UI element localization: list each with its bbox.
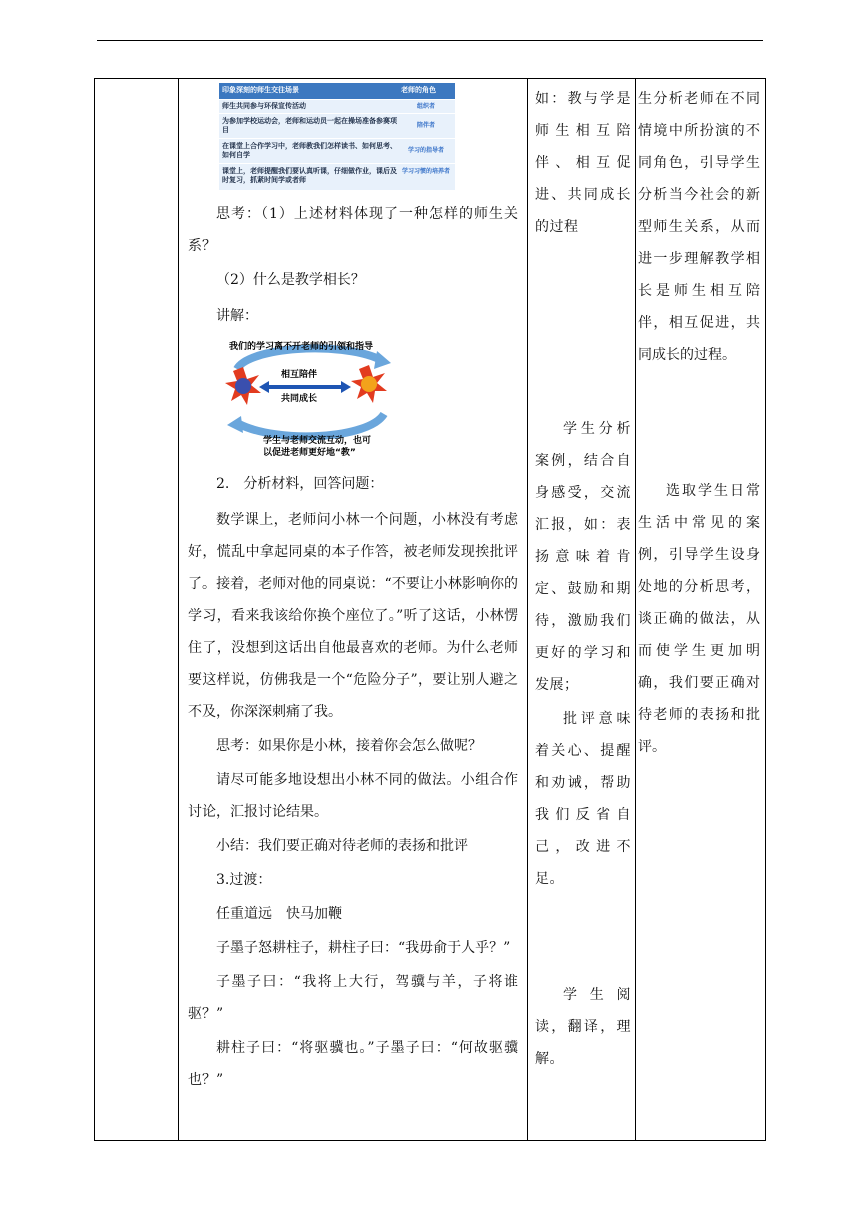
diagram-lower-label: 共同成长 xyxy=(281,394,318,404)
dialog-line-1: 子墨子怒耕柱子，耕柱子曰：“我毋俞于人乎？” xyxy=(216,940,511,956)
design-text-1: 生分析老师在不同情境中所扮演的不同角色，引导学生分析当今社会的新型师生关系，从而进一步理解教学相长是师生相互陪伴，相互促进，共同成长的过程。 xyxy=(638,91,760,363)
roles-table-image xyxy=(219,83,455,190)
think-question-1: 思考：（1）上述材料体现了一种怎样的师生关系？ xyxy=(188,206,518,254)
roles-table-header xyxy=(219,83,455,99)
column-divider xyxy=(527,79,528,1140)
design-text-2: 选取学生日常生活中常见的案例，引导学生设身处地的分析思考，谈正确的做法，从而使学生更加明确，我们要正确对待老师的表扬和批评。 xyxy=(638,483,760,755)
diagram-bottom-text-2: 以促进老师更好地“教” xyxy=(263,448,356,458)
diagram-bottom-text-1: 学生与老师交流互动，也可 xyxy=(263,436,372,446)
column-divider xyxy=(635,79,636,1140)
think-question-2: （2）什么是教学相长？ xyxy=(216,272,365,288)
diagram-top-text: 我们的学习离不开老师的引领和指导 xyxy=(229,342,374,352)
think-question-3: 思考：如果你是小林，接着你会怎么做呢？ xyxy=(216,738,482,754)
roles-row xyxy=(219,99,455,114)
lecture-label: 讲解： xyxy=(216,308,258,324)
roles-scene: 课堂上，老师提醒我们要认真听课，仔细做作业，课后及时复习，抓紧时间学或者师 xyxy=(222,167,397,184)
student-text-4: 学生阅读，翻译，理解。 xyxy=(535,987,631,1067)
roles-row xyxy=(219,138,455,164)
student-text-1: 如：教与学是师生相互陪伴、相互促进、共同成长的过程 xyxy=(535,91,631,235)
dialog-line-2: 子墨子曰：“我将上大行，驾骥与羊，子将谁驱？” xyxy=(188,974,518,1022)
item-2-heading: 2. 分析材料，回答问题： xyxy=(216,476,384,492)
summary-line: 小结：我们要正确对待老师的表扬和批评 xyxy=(216,838,468,854)
student-activity-column xyxy=(535,83,631,1075)
right-star-icon xyxy=(351,365,387,403)
roles-scene: 在课堂上合作学习中，老师教我们怎样读书、如何思考、如何自学 xyxy=(222,142,397,159)
roles-role: 组织者 xyxy=(416,103,435,110)
student-text-2: 学生分析案例，结合自身感受，交流汇报，如：表扬意味着肯定、鼓励和期待，激励我们更好的学习和发展； xyxy=(535,421,631,693)
design-intent-column xyxy=(638,83,760,763)
column-divider xyxy=(178,79,179,1140)
roles-row xyxy=(219,163,455,191)
header-rule xyxy=(97,40,763,41)
diagram-upper-label: 相互陪伴 xyxy=(281,370,318,380)
dialog-line-3: 耕柱子曰：“将驱骥也。”子墨子曰：“何故驱骥也？” xyxy=(188,1040,518,1088)
roles-scene: 师生共同参与环保宣传活动 xyxy=(222,102,306,110)
main-column-top xyxy=(188,198,518,332)
roles-row xyxy=(219,113,455,139)
student-text-3: 批评意味着关心、提醒和劝诫，帮助我们反省自己，改进不足。 xyxy=(535,711,631,887)
roles-role: 陪伴者 xyxy=(416,122,435,129)
main-column-bottom xyxy=(188,468,518,1096)
roles-scene: 为参加学校运动会，老师和运动员一起在操场准备参赛项目 xyxy=(222,117,397,134)
left-star-icon xyxy=(225,367,261,405)
case-paragraph: 数学课上，老师问小林一个问题，小林没有考虑好，慌乱中拿起同桌的本子作答，被老师发现挨批评了。接着，老师对他的同桌说：“不要让小林影响你的学习，看来我该给你换个座位了。”听了这话，小林愣住了，没想到这话出自他最喜欢的老师。为什么老师要这样说，仿佛我是一个“危险分子”，要让别人避之不及，你深深刺痛了我。 xyxy=(188,512,518,720)
teaching-diagram xyxy=(219,329,401,459)
roles-role: 学习习惯的培养者 xyxy=(401,168,450,175)
roles-header-role: 老师的角色 xyxy=(401,86,436,94)
lesson-table xyxy=(94,78,766,1141)
discussion-paragraph: 请尽可能多地设想出小林不同的做法。小组合作讨论，汇报讨论结果。 xyxy=(188,772,518,820)
roles-role: 学习的指导者 xyxy=(407,147,444,154)
roles-header-scene: 印象深刻的师生交往场景 xyxy=(222,86,299,94)
idiom-line: 任重道远 快马加鞭 xyxy=(216,906,342,922)
transition-heading: 3.过渡： xyxy=(216,872,272,888)
